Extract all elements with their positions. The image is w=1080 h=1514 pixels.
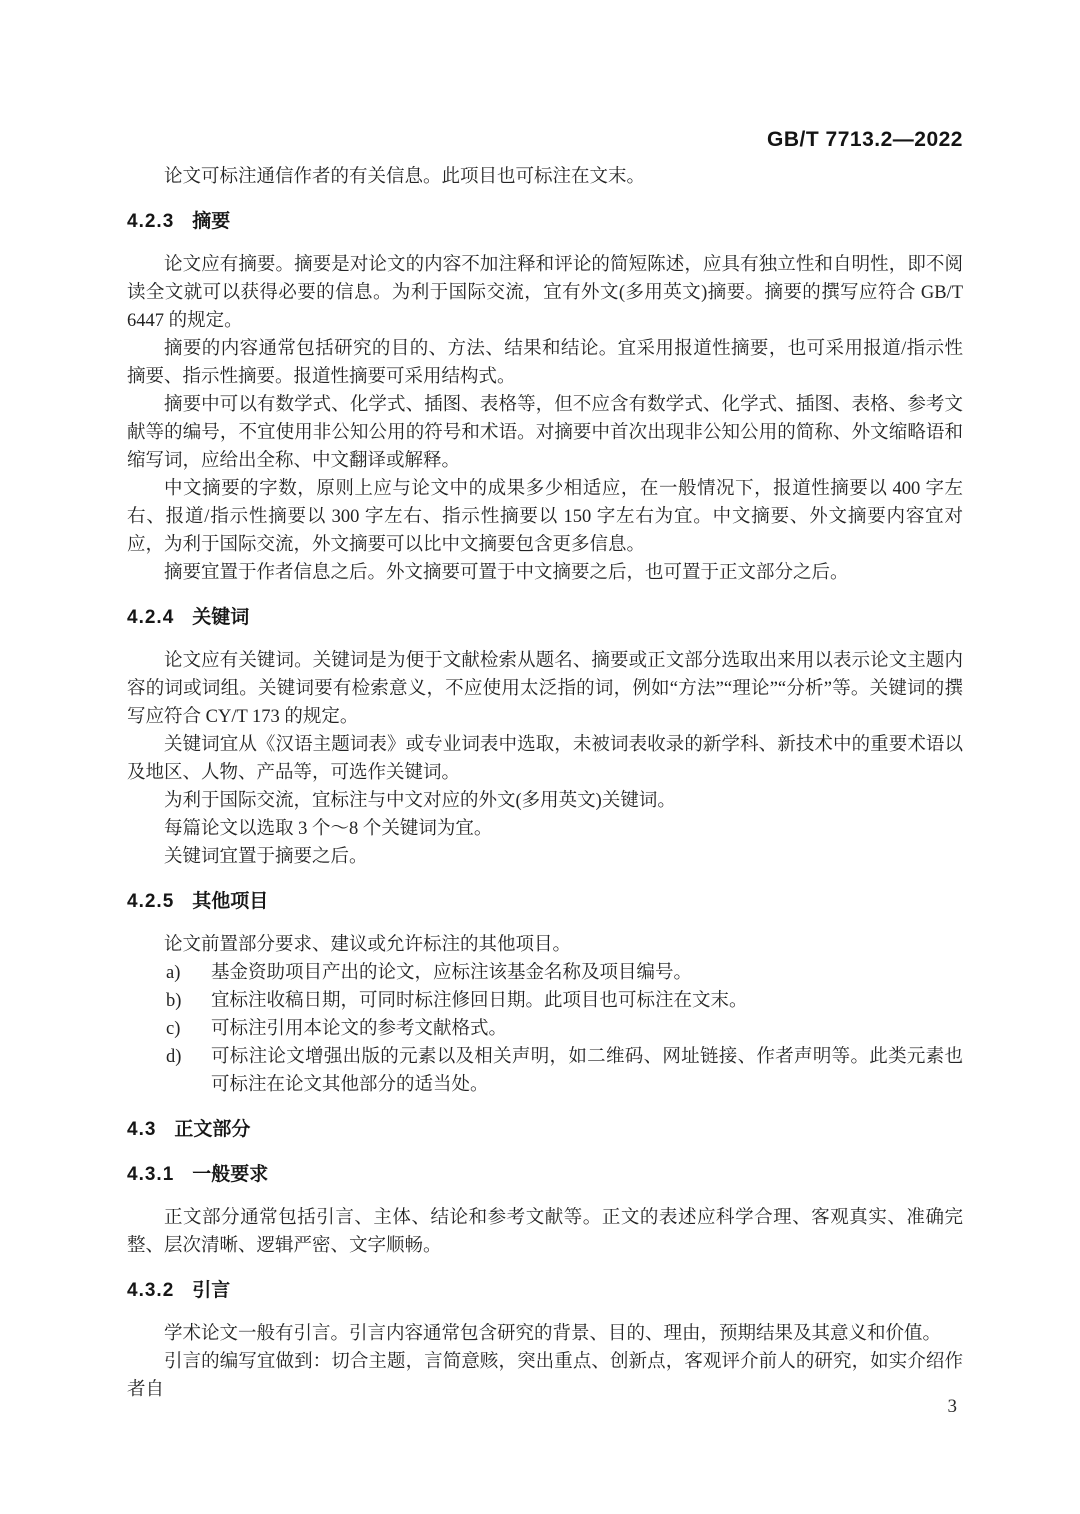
section-number: 4.2.5 [127,891,175,912]
section-number: 4.3.1 [127,1164,175,1185]
section-title: 引言 [192,1280,231,1301]
page-footer [127,1396,963,1418]
paragraph: 论文前置部分要求、建议或允许标注的其他项目。 [164,935,572,955]
section-heading-4.2.3 [127,208,963,236]
paragraph: 关键词宜从《汉语主题词表》或专业词表中选取，未被词表收录的新学科、新技术中的重要术语以及地区、人物、产品等，可选作关键词。 [127,735,963,783]
list-item-text: 基金资助项目产出的论文，应标注该基金名称及项目编号。 [211,963,693,983]
paragraph: 学术论文一般有引言。引言内容通常包含研究的背景、目的、理由，预期结果及其意义和价值。 [164,1324,942,1344]
paragraph: 引言的编写宜做到：切合主题，言简意赅，突出重点、创新点，客观评介前人的研究，如实介绍作者自 [127,1352,963,1400]
paragraph: 论文应有摘要。摘要是对论文的内容不加注释和评论的简短陈述，应具有独立性和自明性，即不阅读全文就可以获得必要的信息。为利于国际交流，宜有外文(多用英文)摘要。摘要的撰写应符合 GB/T 6447 的规定。 [127,255,963,331]
paragraph: 为利于国际交流，宜标注与中文对应的外文(多用英文)关键词。 [164,791,676,811]
paragraph: 摘要宜置于作者信息之后。外文摘要可置于中文摘要之后，也可置于正文部分之后。 [164,563,849,583]
list-marker: a) [166,963,181,983]
section-number: 4.3 [127,1119,157,1140]
list-marker: d) [166,1047,182,1067]
section-title: 其他项目 [192,891,269,912]
section-heading-4.2.4 [127,604,963,632]
paragraph: 关键词宜置于摘要之后。 [164,847,368,867]
section-heading-4.3 [127,1116,963,1144]
list-marker: b) [166,991,182,1011]
document-header [127,128,963,152]
section-number: 4.2.3 [127,211,175,232]
list-item-text: 可标注引用本论文的参考文献格式。 [211,1019,508,1039]
standard-number: GB/T 7713.2—2022 [767,128,963,151]
list-item-a [127,959,963,987]
page-number: 3 [947,1396,957,1417]
paragraph: 每篇论文以选取 3 个～8 个关键词为宜。 [164,819,493,839]
section-heading-4.3.2 [127,1277,963,1305]
paragraph: 摘要的内容通常包括研究的目的、方法、结果和结论。宜采用报道性摘要，也可采用报道/指示性摘要、指示性摘要。报道性摘要可采用结构式。 [127,339,963,387]
section-title: 一般要求 [192,1164,269,1185]
section-number: 4.2.4 [127,607,175,628]
paragraph: 论文应有关键词。关键词是为便于文献检索从题名、摘要或正文部分选取出来用以表示论文主题内容的词或词组。关键词要有检索意义，不应使用太泛指的词，例如“方法”“理论”“分析”等。关键词的撰写应符合 CY/T 173 的规定。 [127,651,963,727]
list-item-b [127,987,963,1015]
section-heading-4.2.5 [127,888,963,916]
section-title: 摘要 [192,211,231,232]
document-body [127,163,963,1404]
section-title: 正文部分 [174,1119,251,1140]
list-item-c [127,1015,963,1043]
section-number: 4.3.2 [127,1280,175,1301]
section-title: 关键词 [192,607,250,628]
list-item-text: 可标注论文增强出版的元素以及相关声明，如二维码、网址链接、作者声明等。此类元素也可标注在论文其他部分的适当处。 [211,1047,963,1095]
paragraph: 中文摘要的字数，原则上应与论文中的成果多少相适应，在一般情况下，报道性摘要以 400 字左右、报道/指示性摘要以 300 字左右、指示性摘要以 150 字左右为宜。中文摘要、外文摘要内容宜对应，为利于国际交流，外文摘要可以比中文摘要包含更多信息。 [127,479,963,555]
list-item-d [127,1043,963,1099]
list-marker: c) [166,1019,181,1039]
paragraph: 论文可标注通信作者的有关信息。此项目也可标注在文末。 [164,167,646,187]
paragraph: 摘要中可以有数学式、化学式、插图、表格等，但不应含有数学式、化学式、插图、表格、参考文献等的编号，不宜使用非公知公用的符号和术语。对摘要中首次出现非公知公用的简称、外文缩略语和缩写词，应给出全称、中文翻译或解释。 [127,395,963,471]
paragraph: 正文部分通常包括引言、主体、结论和参考文献等。正文的表述应科学合理、客观真实、准确完整、层次清晰、逻辑严密、文字顺畅。 [127,1208,963,1256]
section-heading-4.3.1 [127,1161,963,1189]
list-item-text: 宜标注收稿日期，可同时标注修回日期。此项目也可标注在文末。 [211,991,748,1011]
